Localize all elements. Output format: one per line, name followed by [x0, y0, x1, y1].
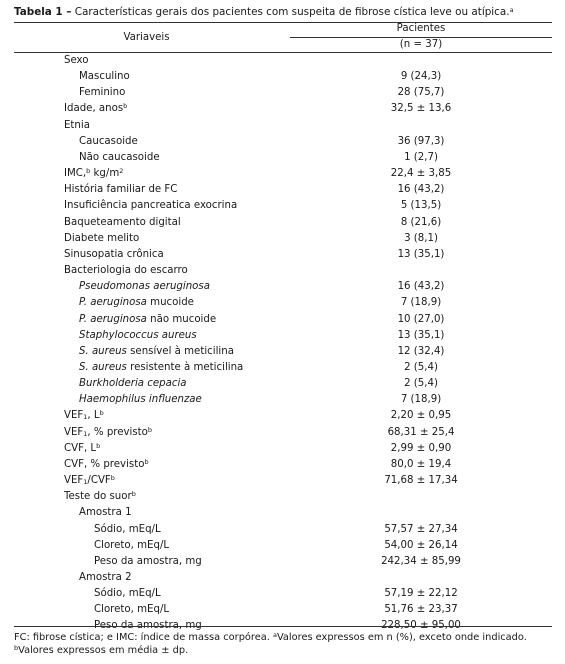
- header-variables: Variaveis: [123, 32, 170, 43]
- table-row: [0, 53, 565, 69]
- table-row: [0, 505, 565, 521]
- row-value: 13 (35,1): [397, 329, 445, 341]
- table-row: [0, 215, 565, 231]
- row-value: 22,4 ± 3,85: [390, 168, 452, 180]
- row-label: Bacteriologia do escarro: [64, 265, 188, 277]
- caption-label: Tabela 1 –: [14, 6, 72, 18]
- table-row: [0, 360, 565, 376]
- row-value: 7 (18,9): [400, 394, 442, 406]
- row-value: 16 (43,2): [397, 184, 445, 196]
- row-value: 13 (35,1): [397, 248, 445, 260]
- row-label: $VEF_1$, $L^b$: [64, 409, 104, 422]
- row-value: 1 (2,7): [404, 151, 438, 163]
- table-row: [0, 263, 565, 279]
- row-value: 71,68 ± 17,34: [384, 475, 458, 487]
- table-row: [0, 231, 565, 247]
- row-label: CVF, $L^b$: [64, 441, 101, 454]
- row-label: Staphylococcus aureus: [79, 329, 197, 341]
- row-value: 2,99 ± 0,90: [390, 442, 452, 454]
- exponent: 2: [119, 167, 124, 176]
- row-label: Caucasoide: [79, 135, 138, 147]
- table-row: [0, 295, 565, 311]
- table-footnote: FC: fibrose cística; e IMC: índice de massa corpórea. $^a$Valores expressos em n (%), exceto onde indicado. $^b$Valores expressos em média ± dp.: [14, 631, 527, 656]
- footnote-mark: b: [96, 441, 101, 450]
- table-row: [0, 586, 565, 602]
- header-patients: Pacientes: [396, 23, 446, 34]
- row-value: 2 (5,4): [404, 378, 438, 390]
- row-label: Diabete melito: [64, 232, 140, 244]
- table-row: [0, 85, 565, 101]
- table-row: [0, 247, 565, 263]
- row-label: Sódio, mEq/L: [94, 523, 161, 535]
- footnote-mark: b: [110, 474, 115, 483]
- row-value: 68,31 ± 25,4: [387, 426, 455, 438]
- row-value: 51,76 ± 23,37: [384, 604, 458, 616]
- row-label: Cloreto, mEq/L: [94, 539, 170, 551]
- table-caption: [14, 6, 554, 18]
- row-value: 9 (24,3): [400, 71, 442, 83]
- table-row: [0, 376, 565, 392]
- row-label: Haemophilus influenzae: [79, 394, 202, 406]
- row-label: Sexo: [64, 55, 89, 66]
- table-row: [0, 408, 565, 424]
- row-label: CVF, % previsto$^b$: [64, 457, 149, 470]
- row-label: $VEF_1/CVF^b$: [64, 474, 115, 487]
- row-label: Sinusopatia crônica: [64, 248, 164, 260]
- row-value: 10 (27,0): [397, 313, 445, 325]
- row-label: Feminino: [79, 87, 126, 99]
- row-label: Amostra 1: [79, 507, 132, 519]
- row-value: 57,57 ± 27,34: [384, 523, 458, 535]
- footnote-mark: b: [99, 409, 104, 418]
- footnote-mark: b: [86, 167, 91, 176]
- row-label: Peso da amostra, mg: [94, 555, 202, 567]
- table-body: [0, 53, 565, 635]
- row-value: 7 (18,9): [400, 297, 442, 309]
- footnote-mark: b: [144, 457, 149, 466]
- table-row: [0, 150, 565, 166]
- row-value: 16 (43,2): [397, 281, 445, 293]
- row-value: 36 (97,3): [397, 135, 445, 147]
- row-label: Teste do suor$^b$: [64, 490, 136, 503]
- row-label: História familiar de FC: [64, 184, 178, 196]
- table-row: [0, 101, 565, 117]
- row-label: Masculino: [79, 71, 130, 83]
- row-label: Insuficiência pancreatica exocrina: [64, 200, 238, 212]
- row-label: Burkholderia cepacia: [79, 378, 187, 390]
- row-label: IMC,$^b$ $kg/m^2$: [64, 167, 124, 180]
- row-value: 228,50 ± 95,00: [381, 620, 461, 632]
- footnote-mark: b: [123, 102, 128, 111]
- table-row: [0, 69, 565, 85]
- table-row: [0, 392, 565, 408]
- table-row: [0, 344, 565, 360]
- row-label: Pseudomonas aeruginosa: [79, 281, 210, 293]
- row-value: 80,0 ± 19,4: [390, 458, 452, 470]
- bottom-rule: [14, 626, 552, 627]
- table-row: [0, 182, 565, 198]
- table-row: [0, 134, 565, 150]
- footnote-mark: b: [147, 425, 153, 434]
- row-value: 3 (8,1): [404, 232, 438, 244]
- row-label: Não caucasoide: [79, 151, 160, 163]
- row-label: S. aureus sensível à meticilina: [79, 345, 234, 357]
- table-row: [0, 602, 565, 618]
- table-row: [0, 441, 565, 457]
- table-row: [0, 473, 565, 489]
- row-value: 32,5 ± 13,6: [390, 103, 452, 115]
- caption-text: Características gerais dos pacientes com suspeita de fibrose cística leve ou atípica.: [71, 6, 510, 18]
- table-row: [0, 166, 565, 182]
- row-label: P. aeruginosa mucoide: [79, 297, 194, 309]
- row-label: Sódio, mEq/L: [94, 588, 161, 600]
- row-value: 12 (32,4): [397, 345, 445, 357]
- row-value: 242,34 ± 85,99: [381, 555, 461, 567]
- caption-footnote-mark: a: [509, 6, 514, 14]
- row-value: 57,19 ± 22,12: [384, 588, 458, 600]
- table-row: [0, 457, 565, 473]
- row-value: 8 (21,6): [400, 216, 442, 228]
- row-value: 54,00 ± 26,14: [384, 539, 458, 551]
- row-value: 2,20 ± 0,95: [390, 410, 452, 422]
- row-value: 2 (5,4): [404, 361, 438, 373]
- table-row: [0, 554, 565, 570]
- row-label: Peso da amostra, mg: [94, 620, 202, 632]
- table-row: [0, 118, 565, 134]
- row-label: Cloreto, mEq/L: [94, 604, 170, 616]
- footnote-mark: a: [272, 631, 277, 639]
- header-n: (n = 37): [399, 39, 443, 50]
- row-label: P. aeruginosa não mucoide: [79, 313, 217, 325]
- footnote-mark: b: [131, 490, 136, 499]
- row-label: Idade, anos$^b$: [64, 102, 128, 115]
- row-label: Amostra 2: [79, 572, 132, 583]
- table-row: [0, 279, 565, 295]
- table-row: [0, 489, 565, 505]
- table-row: [0, 425, 565, 441]
- table-row: [0, 570, 565, 586]
- row-value: 28 (75,7): [397, 87, 445, 99]
- row-value: 5 (13,5): [400, 200, 442, 212]
- row-label: Etnia: [64, 119, 90, 131]
- table-row: [0, 522, 565, 538]
- table-row: [0, 328, 565, 344]
- table-row: [0, 538, 565, 554]
- row-label: $VEF_1$, % previsto$^b$: [64, 425, 153, 438]
- table-row: [0, 198, 565, 214]
- row-label: Baqueteamento digital: [64, 216, 181, 228]
- footnote-mark: b: [14, 644, 19, 652]
- table-row: [0, 312, 565, 328]
- header-patients-rule: [290, 37, 552, 38]
- row-label: S. aureus resistente à meticilina: [79, 361, 244, 373]
